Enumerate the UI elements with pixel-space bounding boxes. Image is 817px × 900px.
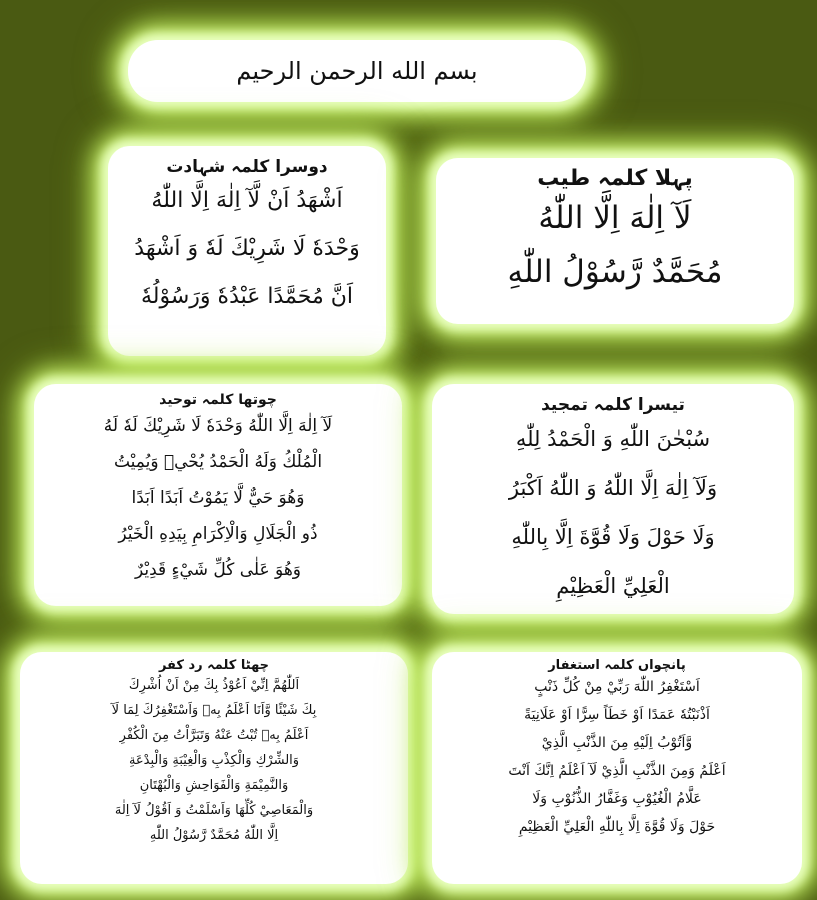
kalima-5-line: وَّاَتُوْبُ اِلَيْهِ مِنَ الذَّنْبِ الَّذِيْ xyxy=(541,735,693,751)
kalima-3-line: وَلَآ اِلٰهَ اِلَّا اللّٰهُ وَ اللّٰهُ اَكْبَرُ xyxy=(508,476,718,500)
kalima-6-line: وَالْمَعَاصِيْ كُلِّهَا وَاَسْلَمْتُ وَ اَقُوْلُ لَآ اِلٰهَ xyxy=(114,803,314,818)
kalima-1-title: پہلا کلمہ طیب xyxy=(537,166,693,191)
kalima-2-line: وَحْدَهٗ لَا شَرِيْكَ لَهٗ وَ اَشْهَدُ xyxy=(134,236,360,261)
kalima-6-line: وَالنَّمِيْمَةِ وَالْفَوَاحِشِ وَالْبُهْتَانِ xyxy=(139,778,289,793)
kalima-5-line: عَلَّامُ الْغُيُوْبِ وَغَفَّارُ الذُّنُوْبِ وَلَا xyxy=(532,791,702,807)
kalima-6-card xyxy=(20,652,408,884)
kalima-6-line: بِكَ شَيْئًا وَّاَنَا اَعْلَمُ بِهٖ وَاَسْتَغْفِرُكَ لِمَا لَآ xyxy=(111,703,317,718)
kalima-4-line: وَهُوَ حَيٌّ لَّا يَمُوْتُ اَبَدًا اَبَدًا xyxy=(131,488,305,508)
basmala-banner xyxy=(128,40,586,102)
kalima-3-card xyxy=(432,384,794,614)
kalima-2-line: اَشْهَدُ اَنْ لَّآ اِلٰهَ اِلَّا اللّٰهُ xyxy=(151,188,343,213)
kalima-5-card xyxy=(432,652,802,884)
kalima-6-line: اِلَّا اللّٰهُ مُحَمَّدٌ رَّسُوْلُ اللّٰهِ xyxy=(149,828,279,843)
kalima-4-line: ذُو الْجَلَالِ وَالْاِكْرَامِ بِيَدِهِ الْخَيْرُ xyxy=(118,524,318,544)
kalima-2-title: دوسرا کلمہ شہادت xyxy=(166,157,328,177)
kalima-1-line: لَآ اِلٰهَ اِلَّا اللّٰهُ xyxy=(538,200,692,236)
kalima-1-card xyxy=(436,158,794,324)
kalima-6-line: وَالشِّرْكِ وَالْكِذْبِ وَالْغِيْبَةِ وَالْبِدْعَةِ xyxy=(128,753,300,768)
kalima-2-card xyxy=(108,146,386,356)
kalima-4-line: الْمُلْكُ وَلَهُ الْحَمْدُ يُحْيٖ وَيُمِيْتُ xyxy=(113,452,323,472)
kalima-4-line: لَآ اِلٰهَ اِلَّا اللّٰهُ وَحْدَهٗ لَا شَرِيْكَ لَهٗ لَهُ xyxy=(103,416,333,436)
kalima-4-card xyxy=(34,384,402,606)
kalima-2-line: اَنَّ مُحَمَّدًا عَبْدُهٗ وَرَسُوْلُهٗ xyxy=(141,284,353,309)
kalima-6-title: چھٹا کلمہ رد کفر xyxy=(158,658,270,673)
kalima-4-title: چوتھا کلمہ توحید xyxy=(159,392,277,408)
kalima-4-line: وَهُوَ عَلٰى كُلِّ شَيْءٍ قَدِيْرٌ xyxy=(134,560,302,580)
kalima-3-line: الْعَلِيِّ الْعَظِيْمِ xyxy=(556,574,670,598)
kalima-3-line: وَلَا حَوْلَ وَلَا قُوَّةَ اِلَّا بِاللّٰهِ xyxy=(511,525,715,549)
kalima-5-title: پانچواں کلمہ استغفار xyxy=(548,658,686,673)
kalima-3-line: سُبْحٰنَ اللّٰهِ وَ الْحَمْدُ لِلّٰهِ xyxy=(515,427,711,451)
kalima-5-line: اَذْنَبْتُهٗ عَمَدًا اَوْ خَطَاً سِرًّا اَوْ عَلَانِيَةً xyxy=(524,707,710,723)
kalima-1-line: مُحَمَّدٌ رَّسُوْلُ اللّٰهِ xyxy=(507,254,723,290)
kalima-6-line: اَعْلَمُ بِهٖ تُبْتُ عَنْهُ وَتَبَرَّاْتُ مِنَ الْكُفْرِ xyxy=(119,728,309,743)
basmala-text: بسم الله الرحمن الرحیم xyxy=(236,57,478,85)
kalima-5-line: اَسْتَغْفِرُ اللّٰهَ رَبِّيْ مِنْ كُلِّ ذَنْبٍ xyxy=(534,679,700,695)
kalima-6-line: اَللّٰهُمَّ اِنِّيْ اَعُوْذُ بِكَ مِنْ اَنْ اُشْرِكَ xyxy=(128,678,300,693)
kalima-5-line: اَعْلَمُ وَمِنَ الذَّنْبِ الَّذِيْ لَآ اَعْلَمُ اِنَّكَ اَنْتَ xyxy=(508,763,726,779)
kalima-3-title: تیسرا کلمہ تمجید xyxy=(541,395,685,415)
kalima-5-line: حَوْلَ وَلَا قُوَّةَ اِلَّا بِاللّٰهِ الْعَلِيِّ الْعَظِيْمِ xyxy=(518,819,716,835)
